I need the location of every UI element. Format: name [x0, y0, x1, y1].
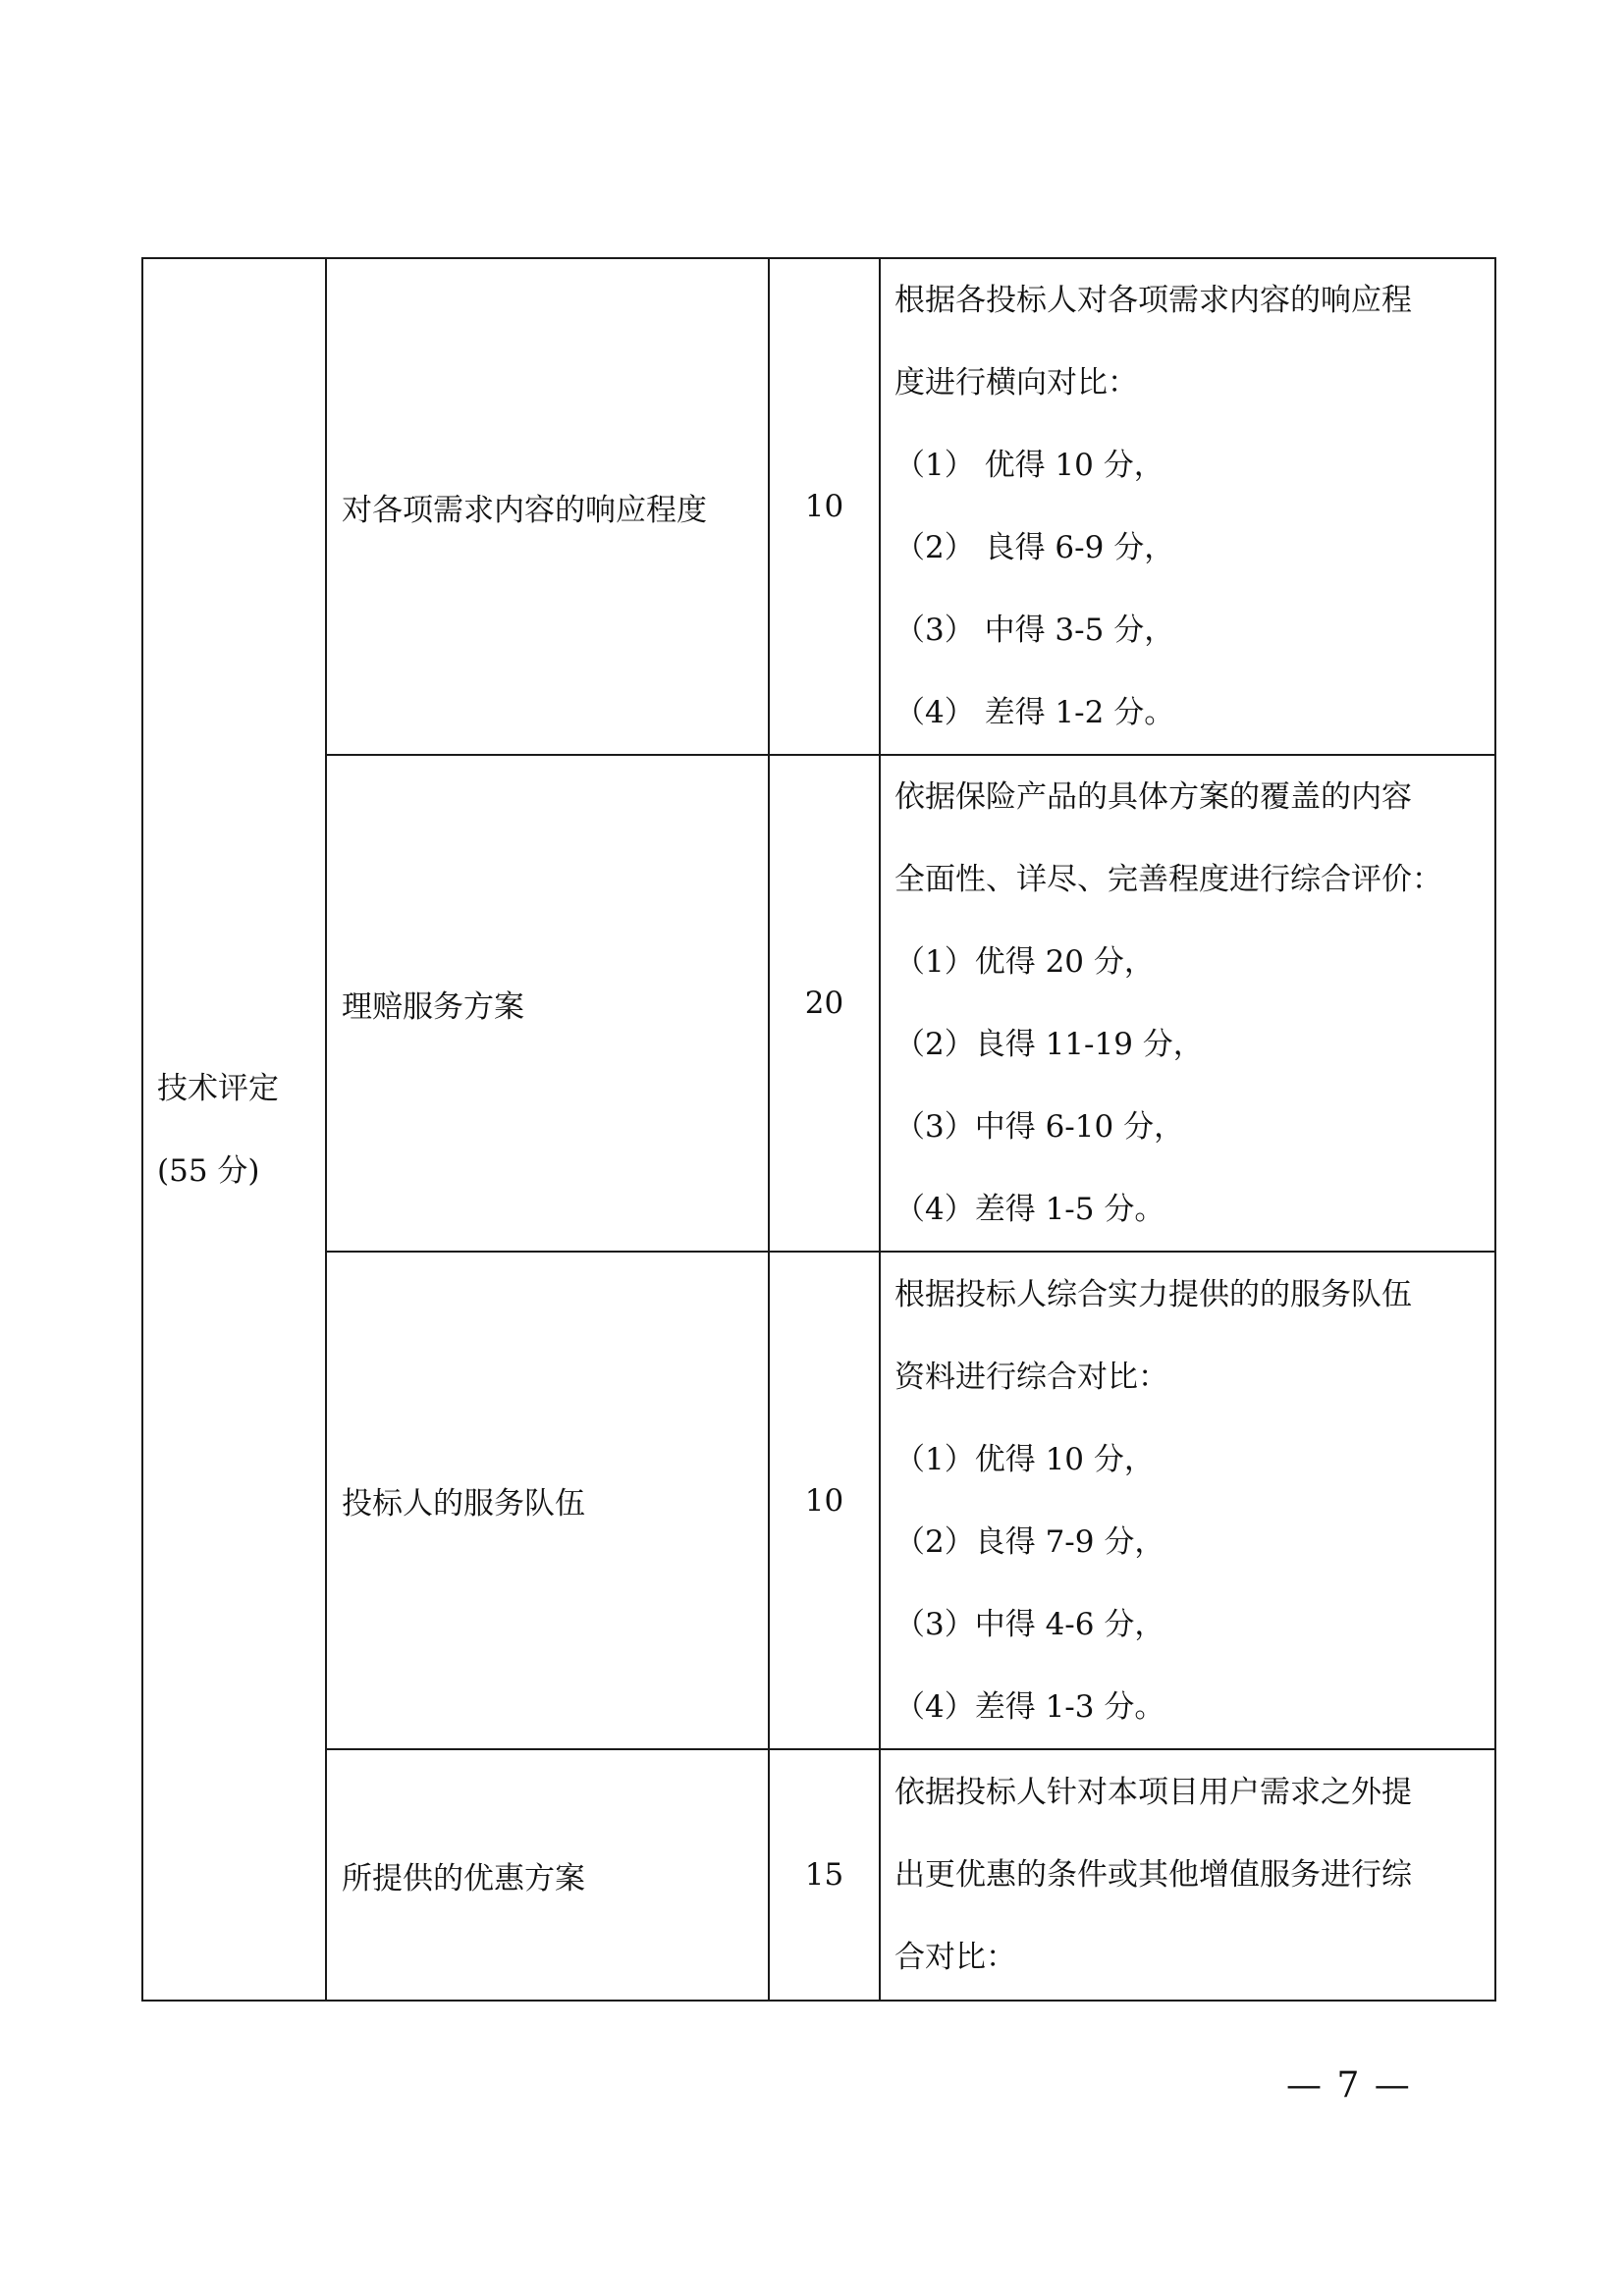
criteria-line: 根据各投标人对各项需求内容的响应程 [894, 283, 1412, 318]
points-cell: 10 [769, 1252, 880, 1749]
category-name: 技术评定 [157, 1070, 279, 1106]
criteria-line: （2）良得 7-9 分， [894, 1523, 1165, 1560]
item-cell: 对各项需求内容的响应程度 [326, 258, 769, 755]
criteria-line: （1） 优得 10 分， [894, 448, 1164, 483]
criteria-line: （3） 中得 3-5 分， [894, 613, 1175, 648]
criteria-line: 依据保险产品的具体方案的覆盖的内容 [894, 779, 1412, 815]
criteria-cell [880, 1749, 1495, 2001]
criteria-line: （1）优得 10 分， [894, 1441, 1155, 1477]
table-row [142, 755, 1495, 1252]
criteria-cell [880, 755, 1495, 1252]
criteria-line: （4） 差得 1-2 分。 [894, 695, 1175, 730]
criteria-line: 全面性、详尽、完善程度进行综合评价： [894, 862, 1442, 897]
criteria-line: 合对比： [894, 1940, 1016, 1975]
criteria-line: 出更优惠的条件或其他增值服务进行综 [894, 1857, 1412, 1893]
table-row [142, 258, 1495, 755]
criteria-line: （4）差得 1-5 分。 [894, 1192, 1165, 1227]
criteria-line: （2）良得 11-19 分， [894, 1027, 1204, 1062]
points-cell: 10 [769, 258, 880, 755]
criteria-line: （4）差得 1-3 分。 [894, 1688, 1165, 1725]
item-cell: 所提供的优惠方案 [326, 1749, 769, 2001]
criteria-line: 根据投标人综合实力提供的的服务队伍 [894, 1276, 1412, 1312]
criteria-cell [880, 258, 1495, 755]
criteria-line: （1）优得 20 分， [894, 944, 1155, 980]
criteria-cell [880, 1252, 1495, 1749]
criteria-line: 度进行横向对比： [894, 365, 1138, 400]
points-cell: 15 [769, 1749, 880, 2001]
points-cell: 20 [769, 755, 880, 1252]
scoring-table [141, 257, 1496, 2002]
item-cell: 理赔服务方案 [326, 755, 769, 1252]
page-number: — 7 — [1286, 2065, 1412, 2106]
item-cell: 投标人的服务队伍 [326, 1252, 769, 1749]
criteria-line: 资料进行综合对比： [894, 1359, 1168, 1395]
category-score: (55 分) [157, 1152, 260, 1189]
criteria-line: （2） 良得 6-9 分， [894, 530, 1175, 565]
category-cell [142, 258, 326, 2001]
criteria-line: （3）中得 6-10 分， [894, 1109, 1185, 1145]
table-row [142, 1252, 1495, 1749]
table-row [142, 1749, 1495, 2001]
criteria-line: 依据投标人针对本项目用户需求之外提 [894, 1775, 1412, 1810]
criteria-line: （3）中得 4-6 分， [894, 1606, 1165, 1642]
